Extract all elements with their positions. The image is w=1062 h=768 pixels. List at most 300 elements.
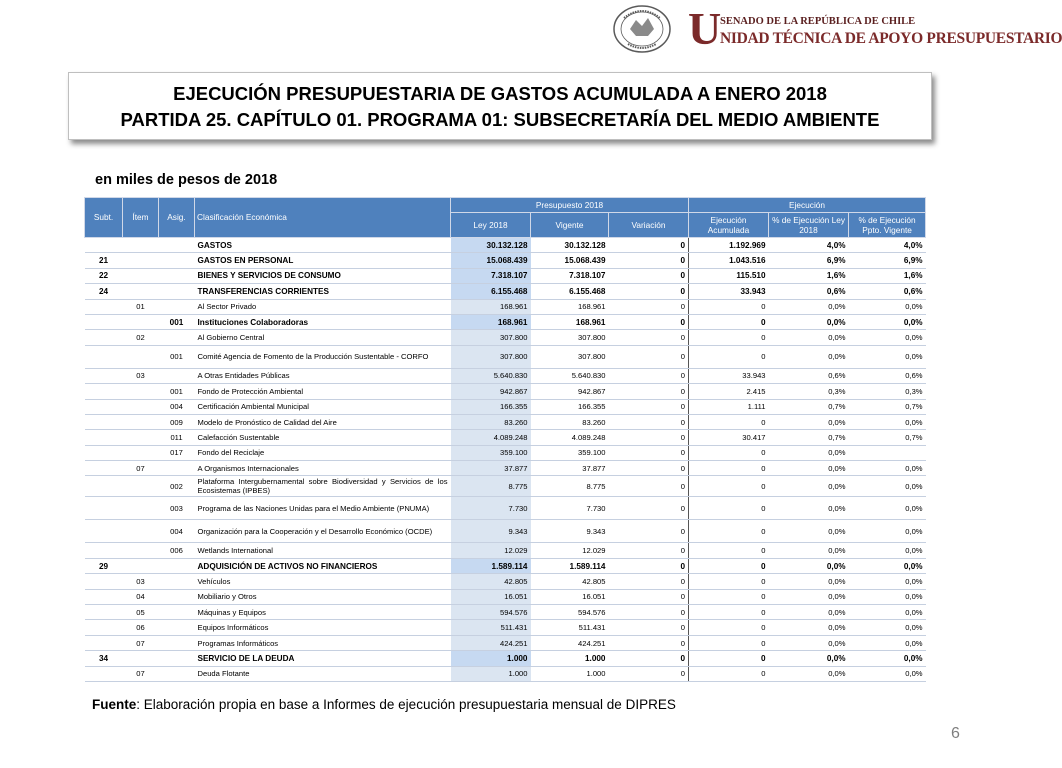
cell-pvig: 0,0% <box>849 497 926 520</box>
table-row <box>85 558 926 573</box>
cell-name: Certificación Ambiental Municipal <box>195 399 451 414</box>
cell-pvig: 0,0% <box>849 520 926 543</box>
cell-var: 0 <box>609 268 689 283</box>
cell-name: GASTOS <box>195 238 451 253</box>
cell-asig: 017 <box>159 445 195 460</box>
cell-ejec: 33.943 <box>689 368 769 383</box>
table-row <box>85 605 926 620</box>
cell-item: 01 <box>123 299 159 314</box>
cell-vig: 307.800 <box>531 330 609 345</box>
cell-item <box>123 497 159 520</box>
cell-var: 0 <box>609 651 689 666</box>
cell-name: TRANSFERENCIAS CORRIENTES <box>195 284 451 299</box>
cell-asig: 004 <box>159 520 195 543</box>
cell-ejec: 0 <box>689 445 769 460</box>
source-text: : Elaboración propia en base a Informes de ejecución presupuestaria mensual de DIPRES <box>136 697 676 712</box>
cell-subt <box>85 589 123 604</box>
cell-vig: 594.576 <box>531 605 609 620</box>
cell-subt <box>85 476 123 497</box>
cell-ejec: 2.415 <box>689 384 769 399</box>
cell-ejec: 0 <box>689 558 769 573</box>
logo-senado-text: SENADO DE LA REPÚBLICA DE CHILE <box>720 16 916 27</box>
cell-var: 0 <box>609 574 689 589</box>
cell-subt <box>85 430 123 445</box>
cell-var: 0 <box>609 345 689 368</box>
cell-pley: 0,0% <box>769 299 849 314</box>
cell-vig: 12.029 <box>531 543 609 558</box>
header-item: Ítem <box>123 198 159 238</box>
table-row <box>85 384 926 399</box>
cell-vig: 511.431 <box>531 620 609 635</box>
cell-ley: 594.576 <box>451 605 531 620</box>
logo-letter: U <box>688 3 722 54</box>
table-row <box>85 284 926 299</box>
cell-asig <box>159 461 195 476</box>
cell-pley: 0,0% <box>769 476 849 497</box>
header-asig: Asig. <box>159 198 195 238</box>
cell-pley: 0,0% <box>769 345 849 368</box>
cell-var: 0 <box>609 497 689 520</box>
cell-subt <box>85 330 123 345</box>
cell-ejec: 0 <box>689 543 769 558</box>
cell-subt: 24 <box>85 284 123 299</box>
cell-name: Organización para la Cooperación y el Desarrollo Económico (OCDE) <box>195 520 451 543</box>
source-label: Fuente <box>92 697 137 712</box>
cell-subt <box>85 314 123 329</box>
cell-vig: 7.730 <box>531 497 609 520</box>
cell-asig <box>159 238 195 253</box>
cell-pvig: 0,0% <box>849 620 926 635</box>
cell-subt <box>85 384 123 399</box>
table-row <box>85 476 926 497</box>
cell-pvig: 0,0% <box>849 299 926 314</box>
cell-asig <box>159 620 195 635</box>
header-presupuesto: Presupuesto 2018 <box>451 198 689 213</box>
cell-item: 05 <box>123 605 159 620</box>
cell-name: Instituciones Colaboradoras <box>195 314 451 329</box>
cell-ejec: 0 <box>689 520 769 543</box>
cell-asig <box>159 558 195 573</box>
header-clasificacion: Clasificación Económica <box>195 198 451 238</box>
cell-vig: 6.155.468 <box>531 284 609 299</box>
cell-name: A Otras Entidades Públicas <box>195 368 451 383</box>
cell-subt: 34 <box>85 651 123 666</box>
cell-ejec: 33.943 <box>689 284 769 299</box>
table-row <box>85 268 926 283</box>
cell-vig: 166.355 <box>531 399 609 414</box>
cell-asig <box>159 330 195 345</box>
cell-ejec: 0 <box>689 414 769 429</box>
cell-subt <box>85 445 123 460</box>
table-row <box>85 461 926 476</box>
cell-ejec: 1.043.516 <box>689 253 769 268</box>
cell-vig: 1.000 <box>531 666 609 681</box>
cell-ley: 4.089.248 <box>451 430 531 445</box>
table-body <box>85 238 926 682</box>
cell-var: 0 <box>609 605 689 620</box>
budget-table <box>84 197 925 682</box>
cell-subt <box>85 299 123 314</box>
cell-ley: 168.961 <box>451 314 531 329</box>
units-label: en miles de pesos de 2018 <box>95 172 278 188</box>
cell-pley: 0,0% <box>769 520 849 543</box>
cell-name: Plataforma Intergubernamental sobre Biodiversidad y Servicios de los Ecosistemas (IPBES) <box>195 476 451 497</box>
cell-ley: 168.961 <box>451 299 531 314</box>
cell-item <box>123 543 159 558</box>
cell-pley: 0,0% <box>769 651 849 666</box>
cell-name: Modelo de Pronóstico de Calidad del Aire <box>195 414 451 429</box>
cell-pvig <box>849 445 926 460</box>
cell-ley: 5.640.830 <box>451 368 531 383</box>
title-box <box>68 72 932 140</box>
cell-asig <box>159 635 195 650</box>
cell-ley: 511.431 <box>451 620 531 635</box>
cell-pvig: 0,0% <box>849 330 926 345</box>
cell-ley: 15.068.439 <box>451 253 531 268</box>
cell-ejec: 0 <box>689 299 769 314</box>
cell-var: 0 <box>609 238 689 253</box>
cell-pvig: 0,0% <box>849 543 926 558</box>
header-pct-ley: % de Ejecución Ley 2018 <box>769 213 849 238</box>
cell-subt: 29 <box>85 558 123 573</box>
cell-name: Programa de las Naciones Unidas para el Medio Ambiente (PNUMA) <box>195 497 451 520</box>
cell-pley: 0,0% <box>769 558 849 573</box>
cell-name: Vehículos <box>195 574 451 589</box>
table-row <box>85 399 926 414</box>
cell-pley: 4,0% <box>769 238 849 253</box>
cell-pley: 6,9% <box>769 253 849 268</box>
cell-item: 07 <box>123 635 159 650</box>
table-row <box>85 253 926 268</box>
cell-asig <box>159 651 195 666</box>
cell-name: SERVICIO DE LA DEUDA <box>195 651 451 666</box>
cell-item <box>123 520 159 543</box>
cell-asig <box>159 666 195 681</box>
cell-var: 0 <box>609 620 689 635</box>
cell-pvig: 0,6% <box>849 284 926 299</box>
cell-pvig: 0,0% <box>849 461 926 476</box>
cell-ejec: 0 <box>689 666 769 681</box>
table-row <box>85 299 926 314</box>
cell-item <box>123 558 159 573</box>
cell-var: 0 <box>609 253 689 268</box>
cell-item: 07 <box>123 461 159 476</box>
cell-ejec: 0 <box>689 461 769 476</box>
cell-ley: 16.051 <box>451 589 531 604</box>
cell-ley: 6.155.468 <box>451 284 531 299</box>
cell-subt <box>85 497 123 520</box>
cell-vig: 7.318.107 <box>531 268 609 283</box>
cell-ejec: 0 <box>689 651 769 666</box>
cell-vig: 8.775 <box>531 476 609 497</box>
cell-ejec: 0 <box>689 476 769 497</box>
cell-var: 0 <box>609 445 689 460</box>
cell-name: Comité Agencia de Fomento de la Producción Sustentable - CORFO <box>195 345 451 368</box>
cell-ley: 307.800 <box>451 330 531 345</box>
cell-asig <box>159 605 195 620</box>
cell-vig: 168.961 <box>531 314 609 329</box>
cell-asig: 009 <box>159 414 195 429</box>
header-pct-vig: % de Ejecución Ppto. Vigente <box>849 213 926 238</box>
cell-var: 0 <box>609 399 689 414</box>
cell-ejec: 30.417 <box>689 430 769 445</box>
cell-var: 0 <box>609 330 689 345</box>
cell-ejec: 0 <box>689 635 769 650</box>
cell-vig: 37.877 <box>531 461 609 476</box>
cell-ejec: 0 <box>689 574 769 589</box>
cell-ley: 166.355 <box>451 399 531 414</box>
table-row <box>85 238 926 253</box>
cell-var: 0 <box>609 635 689 650</box>
cell-var: 0 <box>609 384 689 399</box>
cell-vig: 1.000 <box>531 651 609 666</box>
cell-item: 04 <box>123 589 159 604</box>
cell-item <box>123 253 159 268</box>
cell-pley: 0,0% <box>769 414 849 429</box>
cell-item: 02 <box>123 330 159 345</box>
cell-pley: 0,0% <box>769 543 849 558</box>
title-line-1: EJECUCIÓN PRESUPUESTARIA DE GASTOS ACUMULADA A ENERO 2018 <box>173 83 827 104</box>
table-row <box>85 414 926 429</box>
cell-pvig: 0,0% <box>849 414 926 429</box>
cell-pley: 0,0% <box>769 574 849 589</box>
cell-ley: 1.000 <box>451 651 531 666</box>
cell-pley: 0,0% <box>769 330 849 345</box>
cell-vig: 359.100 <box>531 445 609 460</box>
cell-item: 06 <box>123 620 159 635</box>
cell-ejec: 1.192.969 <box>689 238 769 253</box>
cell-subt <box>85 368 123 383</box>
cell-asig: 001 <box>159 384 195 399</box>
cell-asig: 011 <box>159 430 195 445</box>
cell-pvig: 0,0% <box>849 666 926 681</box>
cell-pley: 0,0% <box>769 635 849 650</box>
cell-ley: 1.000 <box>451 666 531 681</box>
cell-ejec: 1.111 <box>689 399 769 414</box>
cell-asig: 001 <box>159 314 195 329</box>
cell-subt: 21 <box>85 253 123 268</box>
cell-var: 0 <box>609 430 689 445</box>
cell-vig: 30.132.128 <box>531 238 609 253</box>
cell-item <box>123 384 159 399</box>
cell-asig: 004 <box>159 399 195 414</box>
cell-ejec: 0 <box>689 589 769 604</box>
cell-name: Fondo de Protección Ambiental <box>195 384 451 399</box>
cell-vig: 16.051 <box>531 589 609 604</box>
header-ley: Ley 2018 <box>451 213 531 238</box>
cell-vig: 83.260 <box>531 414 609 429</box>
cell-pley: 0,7% <box>769 399 849 414</box>
cell-subt <box>85 574 123 589</box>
cell-pvig: 1,6% <box>849 268 926 283</box>
cell-name: Fondo del Reciclaje <box>195 445 451 460</box>
cell-pvig: 0,0% <box>849 589 926 604</box>
cell-pvig: 0,6% <box>849 368 926 383</box>
cell-asig: 006 <box>159 543 195 558</box>
table-row <box>85 330 926 345</box>
cell-name: Equipos Informáticos <box>195 620 451 635</box>
cell-pley: 0,0% <box>769 445 849 460</box>
cell-item: 07 <box>123 666 159 681</box>
cell-ley: 9.343 <box>451 520 531 543</box>
table-row <box>85 543 926 558</box>
senate-seal-icon <box>612 4 672 54</box>
cell-ley: 83.260 <box>451 414 531 429</box>
cell-subt <box>85 399 123 414</box>
cell-ley: 307.800 <box>451 345 531 368</box>
cell-var: 0 <box>609 558 689 573</box>
table-row <box>85 345 926 368</box>
cell-asig <box>159 299 195 314</box>
cell-item <box>123 399 159 414</box>
header-subt: Subt. <box>85 198 123 238</box>
cell-item <box>123 284 159 299</box>
cell-item <box>123 238 159 253</box>
table-row <box>85 314 926 329</box>
cell-subt: 22 <box>85 268 123 283</box>
cell-ley: 1.589.114 <box>451 558 531 573</box>
cell-item <box>123 314 159 329</box>
cell-var: 0 <box>609 314 689 329</box>
cell-asig <box>159 253 195 268</box>
cell-name: ADQUISICIÓN DE ACTIVOS NO FINANCIEROS <box>195 558 451 573</box>
table-row <box>85 574 926 589</box>
cell-pvig: 0,0% <box>849 314 926 329</box>
title-line-2: PARTIDA 25. CAPÍTULO 01. PROGRAMA 01: SUBSECRETARÍA DEL MEDIO AMBIENTE <box>120 109 880 130</box>
cell-ejec: 0 <box>689 314 769 329</box>
cell-pvig: 0,0% <box>849 558 926 573</box>
cell-ley: 12.029 <box>451 543 531 558</box>
page-number: 6 <box>951 725 960 742</box>
cell-vig: 15.068.439 <box>531 253 609 268</box>
logo-unidad-text: NIDAD TÉCNICA DE APOYO PRESUPUESTARIO <box>720 30 1062 47</box>
cell-ley: 30.132.128 <box>451 238 531 253</box>
cell-name: Al Sector Privado <box>195 299 451 314</box>
cell-pvig: 0,0% <box>849 476 926 497</box>
cell-subt <box>85 620 123 635</box>
cell-subt <box>85 238 123 253</box>
cell-name: Deuda Flotante <box>195 666 451 681</box>
cell-name: Máquinas y Equipos <box>195 605 451 620</box>
cell-asig <box>159 284 195 299</box>
cell-vig: 5.640.830 <box>531 368 609 383</box>
cell-var: 0 <box>609 461 689 476</box>
table-row <box>85 635 926 650</box>
cell-pvig: 0,0% <box>849 574 926 589</box>
cell-subt <box>85 461 123 476</box>
cell-subt <box>85 605 123 620</box>
cell-item <box>123 430 159 445</box>
cell-ley: 942.867 <box>451 384 531 399</box>
cell-var: 0 <box>609 299 689 314</box>
cell-vig: 424.251 <box>531 635 609 650</box>
cell-asig: 003 <box>159 497 195 520</box>
cell-name: Programas Informáticos <box>195 635 451 650</box>
table-row <box>85 520 926 543</box>
cell-vig: 42.805 <box>531 574 609 589</box>
cell-pvig: 0,0% <box>849 635 926 650</box>
cell-item <box>123 651 159 666</box>
cell-ley: 37.877 <box>451 461 531 476</box>
cell-name: Wetlands International <box>195 543 451 558</box>
cell-asig: 001 <box>159 345 195 368</box>
cell-ley: 8.775 <box>451 476 531 497</box>
cell-vig: 4.089.248 <box>531 430 609 445</box>
cell-pley: 0,6% <box>769 368 849 383</box>
cell-ejec: 0 <box>689 345 769 368</box>
cell-asig <box>159 589 195 604</box>
cell-item <box>123 268 159 283</box>
cell-ejec: 0 <box>689 605 769 620</box>
cell-var: 0 <box>609 543 689 558</box>
cell-item: 03 <box>123 368 159 383</box>
cell-pley: 1,6% <box>769 268 849 283</box>
cell-subt <box>85 520 123 543</box>
cell-vig: 9.343 <box>531 520 609 543</box>
header-vigente: Vigente <box>531 213 609 238</box>
cell-var: 0 <box>609 284 689 299</box>
cell-pley: 0,0% <box>769 589 849 604</box>
cell-name: A Organismos Internacionales <box>195 461 451 476</box>
table-row <box>85 666 926 681</box>
cell-ejec: 0 <box>689 330 769 345</box>
cell-ejec: 0 <box>689 497 769 520</box>
cell-asig <box>159 574 195 589</box>
table-row <box>85 445 926 460</box>
cell-pley: 0,0% <box>769 620 849 635</box>
cell-pvig: 4,0% <box>849 238 926 253</box>
cell-item <box>123 445 159 460</box>
cell-pley: 0,0% <box>769 461 849 476</box>
cell-name: GASTOS EN PERSONAL <box>195 253 451 268</box>
table-row <box>85 368 926 383</box>
cell-item <box>123 476 159 497</box>
cell-subt <box>85 345 123 368</box>
cell-vig: 168.961 <box>531 299 609 314</box>
cell-pley: 0,6% <box>769 284 849 299</box>
cell-ley: 359.100 <box>451 445 531 460</box>
cell-pley: 0,3% <box>769 384 849 399</box>
header-variacion: Variación <box>609 213 689 238</box>
cell-pley: 0,0% <box>769 666 849 681</box>
cell-name: Calefacción Sustentable <box>195 430 451 445</box>
cell-pvig: 0,7% <box>849 430 926 445</box>
cell-asig <box>159 268 195 283</box>
table-row <box>85 430 926 445</box>
cell-vig: 942.867 <box>531 384 609 399</box>
source-note <box>92 697 676 712</box>
cell-asig <box>159 368 195 383</box>
cell-pley: 0,0% <box>769 605 849 620</box>
table-row <box>85 651 926 666</box>
cell-subt <box>85 414 123 429</box>
cell-ley: 7.730 <box>451 497 531 520</box>
cell-var: 0 <box>609 589 689 604</box>
cell-pley: 0,7% <box>769 430 849 445</box>
header-ejec-acum: Ejecución Acumulada <box>689 213 769 238</box>
cell-item <box>123 414 159 429</box>
cell-var: 0 <box>609 414 689 429</box>
cell-pvig: 0,0% <box>849 345 926 368</box>
cell-var: 0 <box>609 666 689 681</box>
cell-ley: 7.318.107 <box>451 268 531 283</box>
cell-ley: 42.805 <box>451 574 531 589</box>
cell-ley: 424.251 <box>451 635 531 650</box>
cell-pvig: 6,9% <box>849 253 926 268</box>
cell-pley: 0,0% <box>769 314 849 329</box>
table-row <box>85 497 926 520</box>
cell-ejec: 0 <box>689 620 769 635</box>
